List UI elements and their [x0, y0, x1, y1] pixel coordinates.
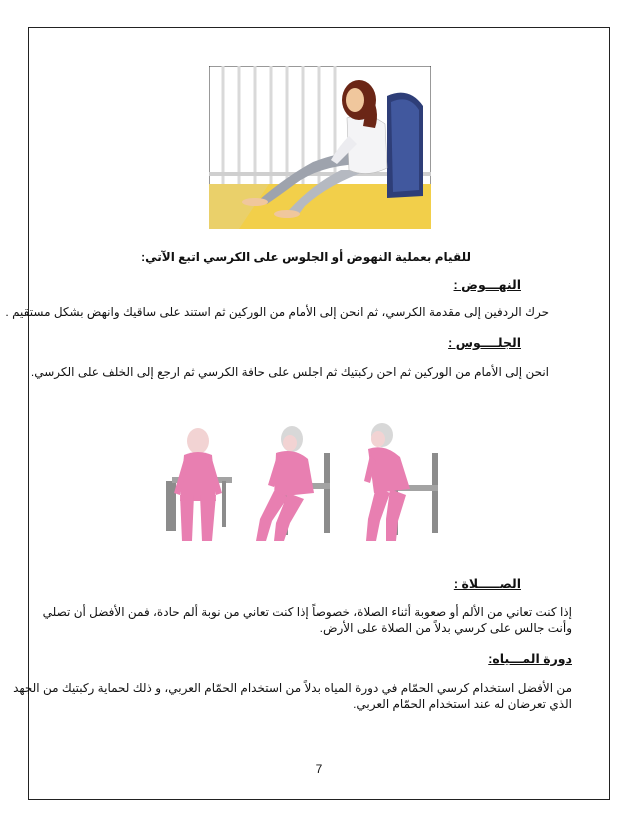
section-heading-prayer: الصـــــلاة :	[453, 577, 521, 591]
section-body-prayer-line2: وأنت جالس على كرسي بدلاً من الصلاة على الأرض.	[319, 621, 572, 635]
section-body-bathroom-line2: الذي تعرضان له عند استخدام الحمّام العربي.	[353, 697, 572, 711]
sit-down-sequence-illustration	[164, 423, 474, 547]
section-heading-sitting: الجلــــوس :	[448, 336, 521, 350]
figure-seated-icon	[166, 428, 232, 541]
figure-bending-icon	[364, 423, 438, 541]
intro-text: للقيام بعملية النهوض أو الجلوس على الكرسي اتبع الآتي:	[141, 250, 471, 264]
section-heading-standing: النهـــوض :	[453, 278, 521, 292]
page-number: 7	[315, 762, 323, 776]
section-heading-bathroom: دورة المـــياه:	[488, 652, 572, 666]
woman-sitting-illustration	[209, 66, 431, 229]
section-body-prayer-line1: إذا كنت تعاني من الألم أو صعوبة أثناء الصلاة، خصوصاً إذا كنت تعاني من نوبة ألم حادة، فمن الأفضل أن تصلي	[42, 605, 572, 619]
figure-leaning-icon	[256, 426, 330, 541]
section-body-standing: حرك الردفين إلى مقدمة الكرسي، ثم انحن إلى الأمام من الوركين ثم استند على ساقيك وانهض بشكل مستقيم .	[5, 305, 549, 319]
section-body-bathroom-line1: من الأفضل استخدام كرسي الحمّام في دورة المياه بدلاً من استخدام الحمّام العربي، و ذلك لحماية ركبتيك من الجهد	[13, 681, 572, 695]
section-body-sitting: انحن إلى الأمام من الوركين ثم احن ركبتيك ثم اجلس على حافة الكرسي ثم ارجع إلى الخلف على الكرسي.	[30, 365, 549, 379]
